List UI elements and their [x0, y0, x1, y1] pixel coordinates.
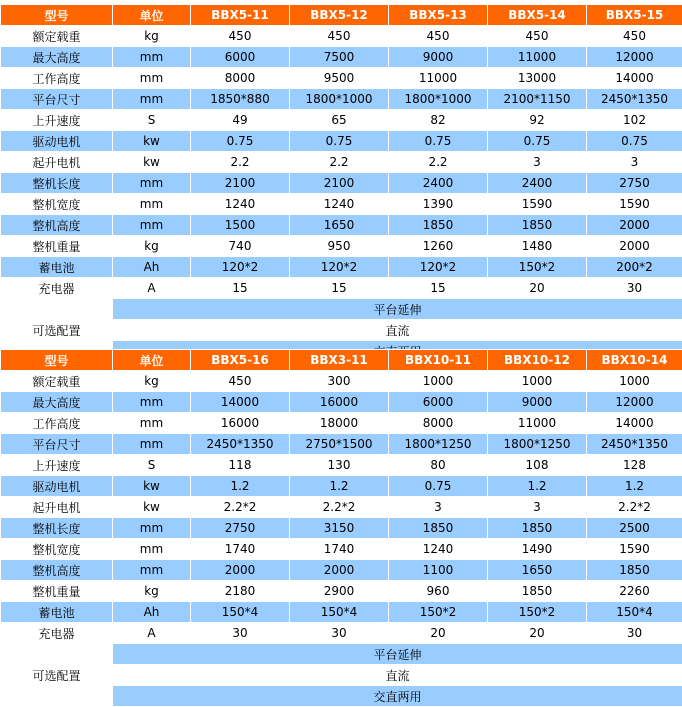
table-cell: 2000	[290, 560, 389, 581]
table-cell: 65	[290, 110, 389, 131]
row-label: 最大高度	[1, 47, 113, 68]
table-row	[1, 560, 682, 581]
table-cell: 2100	[191, 173, 290, 194]
row-label: 整机重量	[1, 236, 113, 257]
row-label: 整机宽度	[1, 194, 113, 215]
row-label: 上升速度	[1, 110, 113, 131]
table-cell: 2.2*2	[191, 497, 290, 518]
header-cell: 型号	[1, 5, 113, 26]
table-cell: 9000	[389, 47, 488, 68]
table-cell: 2.2	[290, 152, 389, 173]
table-cell: 2450*1350	[587, 434, 682, 455]
table-row	[1, 89, 682, 110]
table-cell: 7500	[290, 47, 389, 68]
table-cell: 20	[389, 623, 488, 644]
row-unit: A	[113, 278, 191, 299]
option-item: 直流	[113, 665, 682, 686]
header-cell: 单位	[113, 5, 191, 26]
table-cell: 1850	[587, 560, 682, 581]
row-unit: kw	[113, 131, 191, 152]
table-cell: 300	[290, 371, 389, 392]
table-cell: 3	[587, 152, 682, 173]
table-cell: 1590	[587, 539, 682, 560]
table-cell: 2000	[587, 215, 682, 236]
table-cell: 2000	[587, 236, 682, 257]
table-cell: 1850	[488, 518, 587, 539]
table-cell: 15	[389, 278, 488, 299]
row-label: 整机高度	[1, 215, 113, 236]
table-row	[1, 497, 682, 518]
table-cell: 1.2	[191, 476, 290, 497]
row-unit: kw	[113, 152, 191, 173]
row-unit: kw	[113, 476, 191, 497]
table-cell: 450	[191, 26, 290, 47]
row-label: 充电器	[1, 278, 113, 299]
options-row	[1, 299, 682, 320]
table-cell: 12000	[587, 392, 682, 413]
table-cell: 0.75	[191, 131, 290, 152]
table-cell: 1740	[290, 539, 389, 560]
table-cell: 6000	[191, 47, 290, 68]
table-cell: 450	[191, 371, 290, 392]
table-cell: 0.75	[587, 131, 682, 152]
table-row	[1, 26, 682, 47]
table-header-row	[1, 350, 682, 371]
row-unit: Ah	[113, 602, 191, 623]
table-cell: 450	[290, 26, 389, 47]
row-label: 上升速度	[1, 455, 113, 476]
table-cell: 150*2	[389, 602, 488, 623]
table-cell: 2900	[290, 581, 389, 602]
table-cell: 30	[587, 623, 682, 644]
row-label: 工作高度	[1, 68, 113, 89]
table-row	[1, 152, 682, 173]
table-cell: 2100*1150	[488, 89, 587, 110]
header-cell: BBX5-15	[587, 5, 682, 26]
table-cell: 14000	[587, 68, 682, 89]
table-cell: 1500	[191, 215, 290, 236]
table-row	[1, 194, 682, 215]
table-row	[1, 131, 682, 152]
table-row	[1, 47, 682, 68]
table-cell: 30	[191, 623, 290, 644]
row-label: 整机长度	[1, 518, 113, 539]
table-cell: 1740	[191, 539, 290, 560]
row-unit: mm	[113, 89, 191, 110]
row-label: 额定载重	[1, 26, 113, 47]
row-unit: Ah	[113, 257, 191, 278]
table-cell: 3	[389, 497, 488, 518]
option-item: 直流	[113, 320, 682, 341]
table-cell: 150*2	[488, 257, 587, 278]
table-cell: 2180	[191, 581, 290, 602]
table-cell: 1100	[389, 560, 488, 581]
row-unit: mm	[113, 47, 191, 68]
table-cell: 16000	[191, 413, 290, 434]
table-cell: 2750*1500	[290, 434, 389, 455]
table-cell: 1.2	[587, 476, 682, 497]
table-cell: 8000	[191, 68, 290, 89]
table-header-row	[1, 5, 682, 26]
table-cell: 1590	[488, 194, 587, 215]
row-unit: S	[113, 110, 191, 131]
options-label: 可选配置	[1, 644, 113, 707]
table-cell: 2.2	[191, 152, 290, 173]
table-row	[1, 173, 682, 194]
row-unit: kg	[113, 371, 191, 392]
table-row	[1, 371, 682, 392]
table-cell: 49	[191, 110, 290, 131]
row-unit: kg	[113, 236, 191, 257]
table-cell: 120*2	[191, 257, 290, 278]
table-cell: 150*2	[488, 602, 587, 623]
table-cell: 2450*1350	[587, 89, 682, 110]
table-cell: 1240	[389, 539, 488, 560]
row-label: 平台尺寸	[1, 89, 113, 110]
table-cell: 0.75	[290, 131, 389, 152]
table-cell: 3150	[290, 518, 389, 539]
row-unit: mm	[113, 413, 191, 434]
table-cell: 11000	[488, 47, 587, 68]
table-cell: 2750	[191, 518, 290, 539]
table-cell: 20	[488, 623, 587, 644]
table-cell: 960	[389, 581, 488, 602]
table-row	[1, 110, 682, 131]
table-cell: 1800*1000	[290, 89, 389, 110]
table-cell: 450	[389, 26, 488, 47]
table-cell: 2400	[389, 173, 488, 194]
header-cell: BBX5-11	[191, 5, 290, 26]
row-unit: kw	[113, 497, 191, 518]
table-cell: 130	[290, 455, 389, 476]
table-cell: 0.75	[389, 131, 488, 152]
row-label: 工作高度	[1, 413, 113, 434]
spec-table-2	[0, 349, 682, 707]
table-cell: 1850	[488, 215, 587, 236]
header-cell: BBX5-16	[191, 350, 290, 371]
header-cell: BBX5-13	[389, 5, 488, 26]
row-unit: mm	[113, 518, 191, 539]
table-cell: 150*4	[290, 602, 389, 623]
table-cell: 1850	[488, 581, 587, 602]
row-label: 整机重量	[1, 581, 113, 602]
table-cell: 1000	[389, 371, 488, 392]
table-cell: 30	[290, 623, 389, 644]
table-cell: 16000	[290, 392, 389, 413]
row-unit: mm	[113, 560, 191, 581]
table-cell: 2.2*2	[587, 497, 682, 518]
table-cell: 1800*1000	[389, 89, 488, 110]
table-cell: 1850	[389, 215, 488, 236]
table-row	[1, 413, 682, 434]
table-cell: 200*2	[587, 257, 682, 278]
row-unit: mm	[113, 434, 191, 455]
table-cell: 20	[488, 278, 587, 299]
table-cell: 2000	[191, 560, 290, 581]
row-unit: mm	[113, 215, 191, 236]
table-cell: 120*2	[389, 257, 488, 278]
table-cell: 2750	[587, 173, 682, 194]
table-cell: 150*4	[587, 602, 682, 623]
table-row	[1, 476, 682, 497]
table-cell: 1.2	[488, 476, 587, 497]
table-cell: 2260	[587, 581, 682, 602]
row-unit: S	[113, 455, 191, 476]
row-unit: mm	[113, 173, 191, 194]
table-row	[1, 581, 682, 602]
header-cell: BBX10-11	[389, 350, 488, 371]
options-label: 可选配置	[1, 299, 113, 362]
header-cell: 型号	[1, 350, 113, 371]
row-label: 最大高度	[1, 392, 113, 413]
row-label: 起升电机	[1, 152, 113, 173]
table-cell: 1000	[488, 371, 587, 392]
table-cell: 1850*880	[191, 89, 290, 110]
table-row	[1, 392, 682, 413]
table-cell: 14000	[191, 392, 290, 413]
table-cell: 1490	[488, 539, 587, 560]
table-cell: 2500	[587, 518, 682, 539]
table-cell: 1850	[389, 518, 488, 539]
table-row	[1, 236, 682, 257]
table-cell: 1800*1250	[389, 434, 488, 455]
table-row	[1, 434, 682, 455]
table-cell: 12000	[587, 47, 682, 68]
option-item: 交直两用	[113, 686, 682, 707]
table-cell: 1240	[290, 194, 389, 215]
table-cell: 15	[191, 278, 290, 299]
table-cell: 0.75	[488, 131, 587, 152]
table-cell: 740	[191, 236, 290, 257]
table-cell: 9000	[488, 392, 587, 413]
table-cell: 950	[290, 236, 389, 257]
spec-table-1	[0, 4, 682, 362]
table-row	[1, 518, 682, 539]
table-cell: 120*2	[290, 257, 389, 278]
table-cell: 0.75	[389, 476, 488, 497]
header-cell: BBX10-12	[488, 350, 587, 371]
table-cell: 1480	[488, 236, 587, 257]
table-cell: 2400	[488, 173, 587, 194]
table-cell: 30	[587, 278, 682, 299]
table-cell: 80	[389, 455, 488, 476]
table-cell: 1260	[389, 236, 488, 257]
table-cell: 1240	[191, 194, 290, 215]
table-cell: 128	[587, 455, 682, 476]
table-cell: 450	[488, 26, 587, 47]
row-label: 平台尺寸	[1, 434, 113, 455]
option-item: 平台延伸	[113, 644, 682, 665]
table-cell: 102	[587, 110, 682, 131]
table-row	[1, 602, 682, 623]
row-unit: mm	[113, 539, 191, 560]
table-cell: 1590	[587, 194, 682, 215]
table-cell: 82	[389, 110, 488, 131]
row-unit: mm	[113, 68, 191, 89]
table-cell: 2.2*2	[290, 497, 389, 518]
table-cell: 14000	[587, 413, 682, 434]
table-cell: 2.2	[389, 152, 488, 173]
table-cell: 108	[488, 455, 587, 476]
option-item: 平台延伸	[113, 299, 682, 320]
table-cell: 1390	[389, 194, 488, 215]
table-row	[1, 539, 682, 560]
header-cell: BBX5-14	[488, 5, 587, 26]
table-cell: 1650	[290, 215, 389, 236]
table-cell: 92	[488, 110, 587, 131]
table-cell: 1000	[587, 371, 682, 392]
table-row	[1, 278, 682, 299]
options-row	[1, 644, 682, 665]
table-cell: 13000	[488, 68, 587, 89]
row-label: 蓄电池	[1, 257, 113, 278]
row-label: 整机长度	[1, 173, 113, 194]
table-cell: 150*4	[191, 602, 290, 623]
table-cell: 8000	[389, 413, 488, 434]
table-row	[1, 623, 682, 644]
row-label: 驱动电机	[1, 131, 113, 152]
row-unit: kg	[113, 26, 191, 47]
row-label: 额定载重	[1, 371, 113, 392]
row-label: 起升电机	[1, 497, 113, 518]
table-cell: 2450*1350	[191, 434, 290, 455]
table-cell: 18000	[290, 413, 389, 434]
row-unit: mm	[113, 392, 191, 413]
row-label: 整机宽度	[1, 539, 113, 560]
table-cell: 450	[587, 26, 682, 47]
header-cell: BBX3-11	[290, 350, 389, 371]
header-cell: BBX5-12	[290, 5, 389, 26]
table-row	[1, 257, 682, 278]
table-cell: 1.2	[290, 476, 389, 497]
table-row	[1, 68, 682, 89]
table-cell: 118	[191, 455, 290, 476]
table-cell: 1800*1250	[488, 434, 587, 455]
table-row	[1, 215, 682, 236]
table-cell: 6000	[389, 392, 488, 413]
table-cell: 3	[488, 497, 587, 518]
row-unit: kg	[113, 581, 191, 602]
table-cell: 9500	[290, 68, 389, 89]
table-cell: 1650	[488, 560, 587, 581]
row-label: 蓄电池	[1, 602, 113, 623]
table-cell: 11000	[389, 68, 488, 89]
row-label: 整机高度	[1, 560, 113, 581]
table-cell: 3	[488, 152, 587, 173]
table-cell: 2100	[290, 173, 389, 194]
header-cell: 单位	[113, 350, 191, 371]
table-row	[1, 455, 682, 476]
table-cell: 11000	[488, 413, 587, 434]
row-label: 驱动电机	[1, 476, 113, 497]
row-unit: A	[113, 623, 191, 644]
table-cell: 15	[290, 278, 389, 299]
row-label: 充电器	[1, 623, 113, 644]
header-cell: BBX10-14	[587, 350, 682, 371]
row-unit: mm	[113, 194, 191, 215]
